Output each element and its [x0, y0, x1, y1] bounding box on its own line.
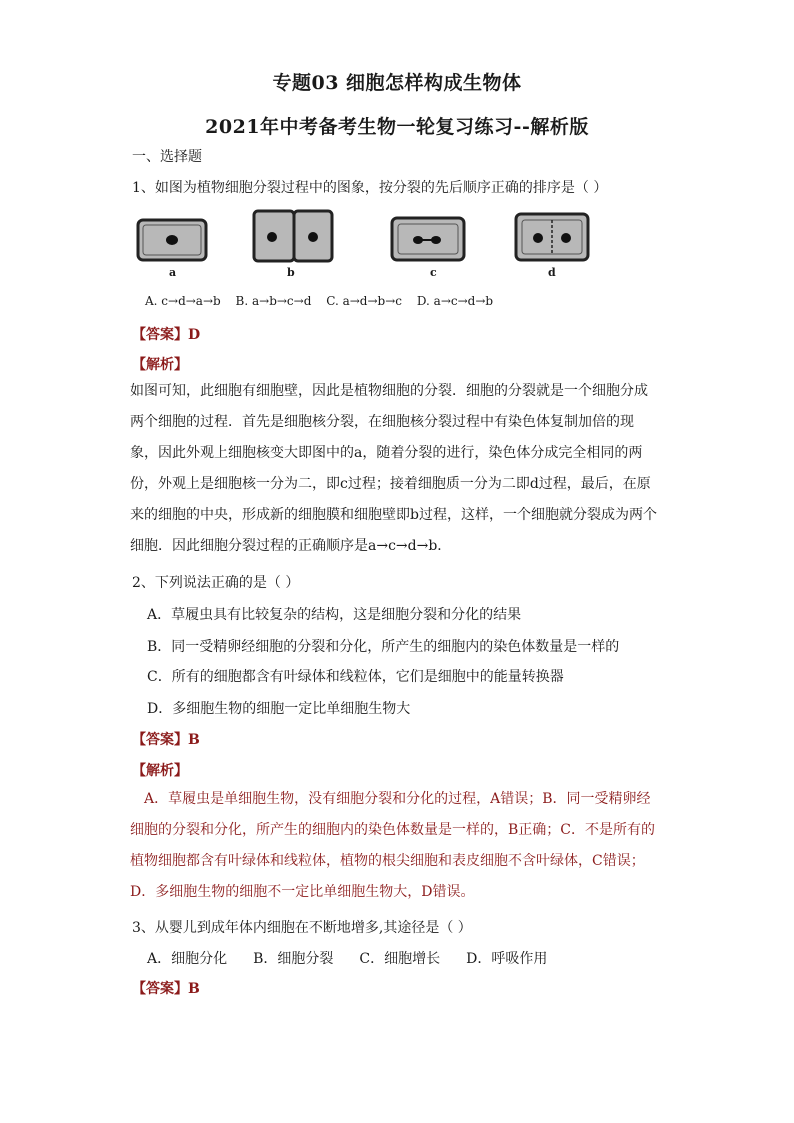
fig-label-b: b [287, 266, 295, 279]
q3-options [147, 948, 573, 968]
cell-c-image [392, 218, 464, 260]
q1-option-a: A. c→d→a→b [145, 294, 221, 308]
doc-title: 专题03 细胞怎样构成生物体 [272, 72, 522, 94]
q3-option-b: B．细胞分裂 [253, 951, 334, 967]
q2-option-a: A．草履虫具有比较复杂的结构，这是细胞分裂和分化的结果 [147, 607, 522, 623]
cell-division-figure [130, 206, 610, 284]
q2-option-b: B．同一受精卵经细胞的分裂和分化，所产生的细胞内的染色体数量是一样的 [147, 639, 620, 655]
fig-label-a: a [169, 266, 177, 279]
cell-d-image [516, 214, 588, 260]
q3-option-d: D．呼吸作用 [466, 951, 548, 967]
q1-option-d: D. a→c→d→b [416, 294, 494, 308]
fig-label-c: c [430, 266, 437, 279]
q2-option-c: C．所有的细胞都含有叶绿体和线粒体，它们是细胞中的能量转换器 [147, 669, 564, 685]
cell-a-image [138, 220, 206, 260]
q2-answer: 【答案】B [132, 732, 200, 748]
q1-analysis: 如图可知，此细胞有细胞壁，因此是植物细胞的分裂．细胞的分裂就是一个细胞分成两个细胞的过程．首先是细胞核分裂，在细胞核分裂过程中有染色体复制加倍的现象，因此外观上细胞核变大即图中的a，随着分裂的进行，染色体分成完全相同的两份，外观上是细胞核一分为二，即c过程；接着细胞质一分为二即d过程，最后，在原来的细胞的中央，形成新的细胞膜和细胞壁即b过程，这样，一个细胞就分裂成为两个细胞．因此细胞分裂过程的正确顺序是a→c→d→b． [130, 383, 657, 554]
fig-label-d: d [548, 266, 556, 279]
q2-analysis-label: 【解析】 [132, 763, 188, 779]
q2-option-d: D．多细胞生物的细胞一定比单细胞生物大 [147, 701, 411, 717]
q3-answer: 【答案】B [132, 981, 200, 997]
doc-subtitle: 2021年中考备考生物一轮复习练习--解析版 [205, 116, 589, 138]
section-heading: 一、选择题 [132, 149, 202, 165]
q2-analysis: A．草履虫是单细胞生物，没有细胞分裂和分化的过程，A错误；B．同一受精卵经细胞的分裂和分化，所产生的细胞内的染色体数量是一样的，B正确；C．不是所有的植物细胞都含有叶绿体和线粒体，植物的根尖细胞和表皮细胞不含叶绿体，C错误；D．多细胞生物的细胞不一定比单细胞生物大，D错误。 [130, 791, 655, 900]
cell-b-image [254, 211, 332, 261]
q3-option-a: A．细胞分化 [147, 951, 228, 967]
q1-answer: 【答案】D [132, 327, 201, 343]
q2-question: 2、下列说法正确的是（ ） [132, 575, 300, 591]
q1-question: 1、如图为植物细胞分裂过程中的图象，按分裂的先后顺序正确的排序是（ ） [132, 180, 608, 196]
q3-option-c: C．细胞增长 [359, 951, 441, 967]
q1-analysis-label: 【解析】 [132, 357, 188, 373]
q1-option-c: C. a→d→b→c [326, 294, 403, 308]
q1-option-b: B. a→b→c→d [235, 294, 312, 308]
q1-options [145, 294, 504, 308]
q3-question: 3、从婴儿到成年体内细胞在不断地增多,其途径是（ ） [132, 920, 472, 936]
